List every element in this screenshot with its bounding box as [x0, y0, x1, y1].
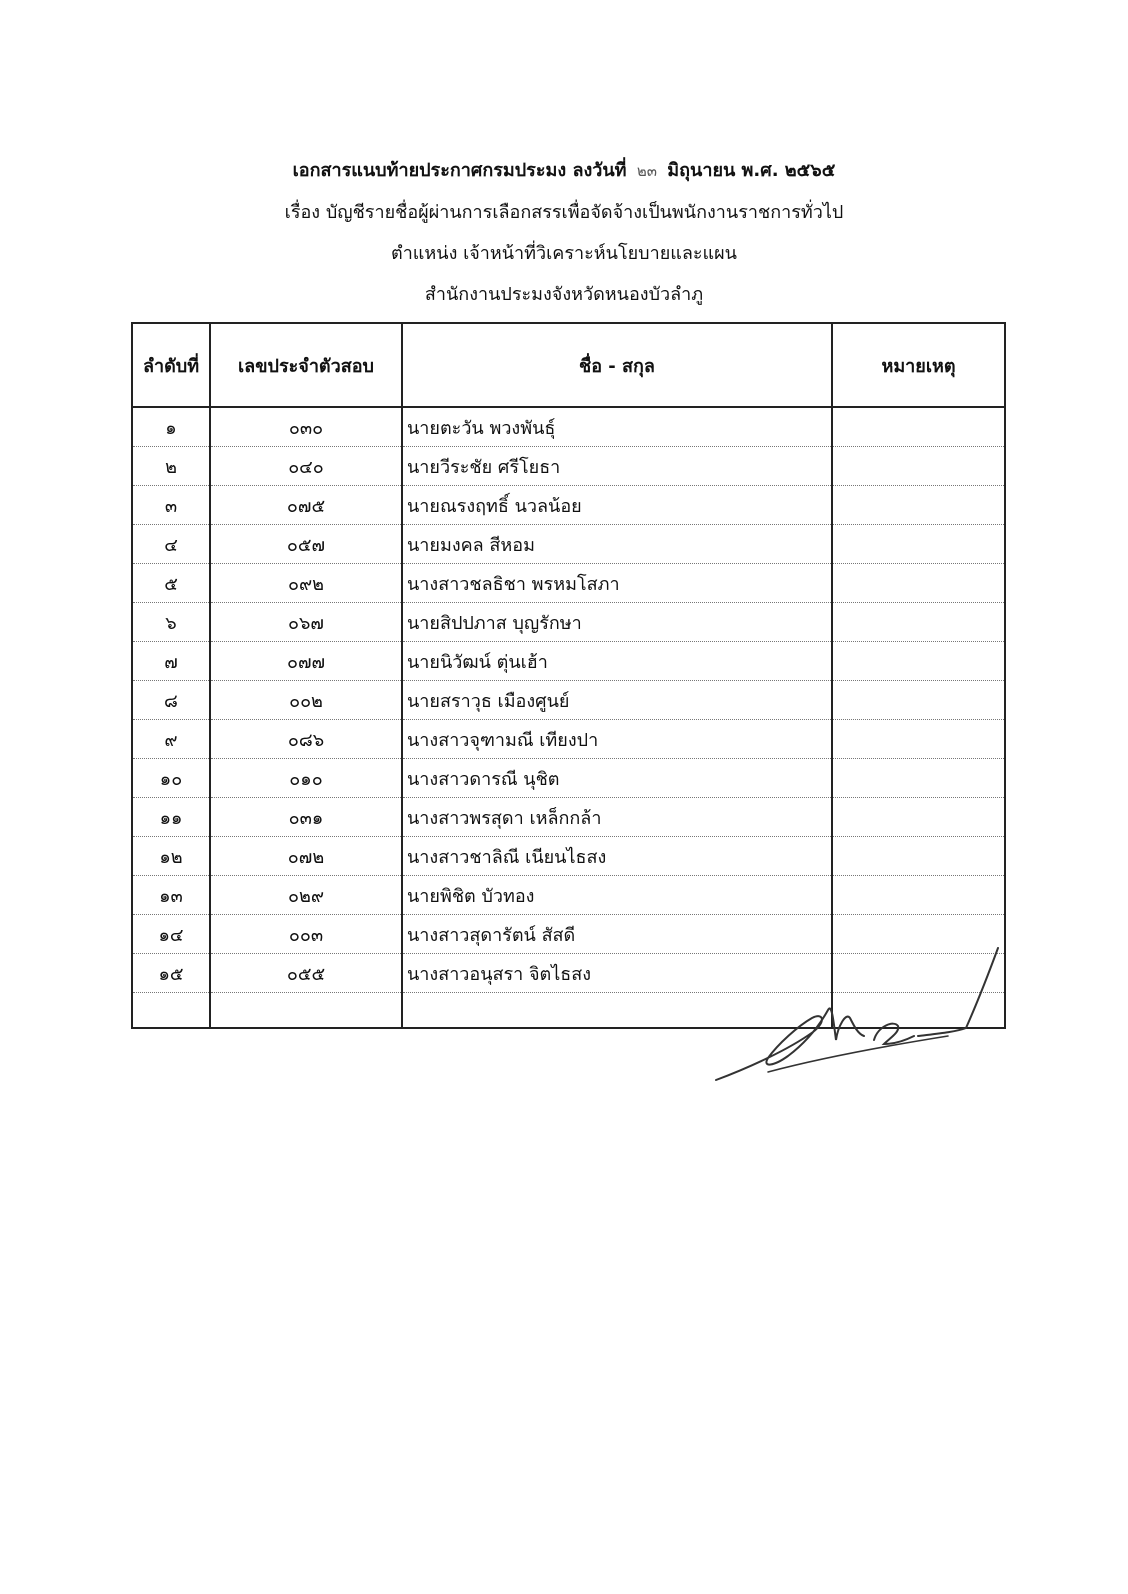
full-name: นายพิชิต บัวทอง: [402, 876, 832, 915]
table-row: [132, 642, 1005, 681]
order-number: ๓: [132, 486, 210, 525]
exam-id: ๐๙๒: [210, 564, 402, 603]
full-name: นางสาวสุดารัตน์ สัสดี: [402, 915, 832, 954]
full-name: นายณรงฤทธิ์ นวลน้อย: [402, 486, 832, 525]
order-number: ๑๒: [132, 837, 210, 876]
full-name: นางสาวดารณี นุชิต: [402, 759, 832, 798]
remarks: [832, 642, 1005, 681]
table-row: [132, 759, 1005, 798]
remarks: [832, 407, 1005, 447]
signature-stroke-tail: [918, 948, 998, 1036]
exam-id: ๐๗๗: [210, 642, 402, 681]
full-name: นายวีระชัย ศรีโยธา: [402, 447, 832, 486]
full-name: นางสาวชลธิชา พรหมโสภา: [402, 564, 832, 603]
table-row: [132, 876, 1005, 915]
remarks: [832, 447, 1005, 486]
blank-cell: [210, 993, 402, 1029]
header-remarks: หมายเหตุ: [832, 323, 1005, 407]
header-line-1-suffix: มิถุนายน พ.ศ. ๒๕๖๕: [667, 160, 836, 181]
full-name: นายสราวุธ เมืองศูนย์: [402, 681, 832, 720]
exam-id: ๐๔๐: [210, 447, 402, 486]
exam-id: ๐๐๒: [210, 681, 402, 720]
header-order-number: ลำดับที่: [132, 323, 210, 407]
table-row: [132, 447, 1005, 486]
table-row: [132, 798, 1005, 837]
exam-id: ๐๘๖: [210, 720, 402, 759]
remarks: [832, 798, 1005, 837]
remarks: [832, 837, 1005, 876]
order-number: ๑๐: [132, 759, 210, 798]
order-number: ๑๕: [132, 954, 210, 993]
order-number: ๖: [132, 603, 210, 642]
order-number: ๗: [132, 642, 210, 681]
order-number: ๑๔: [132, 915, 210, 954]
table-row: [132, 603, 1005, 642]
exam-id: ๐๗๒: [210, 837, 402, 876]
exam-id: ๐๓๐: [210, 407, 402, 447]
full-name: นางสาวจุฑามณี เทียงปา: [402, 720, 832, 759]
signature-stroke-main: [716, 1008, 864, 1080]
exam-id: ๐๖๗: [210, 603, 402, 642]
signature-stroke-second: [874, 1024, 914, 1044]
header-line-1-prefix: เอกสารแนบท้ายประกาศกรมประมง ลงวันที่: [292, 160, 627, 181]
remarks: [832, 525, 1005, 564]
full-name: นายสิปปภาส บุญรักษา: [402, 603, 832, 642]
order-number: ๙: [132, 720, 210, 759]
remarks: [832, 603, 1005, 642]
full-name: นางสาวชาลิณี เนียนไธสง: [402, 837, 832, 876]
exam-id: ๐๐๓: [210, 915, 402, 954]
header-exam-id: เลขประจำตัวสอบ: [210, 323, 402, 407]
exam-id: ๐๕๗: [210, 525, 402, 564]
full-name: นางสาวพรสุดา เหล็กกล้า: [402, 798, 832, 837]
exam-id: ๐๗๕: [210, 486, 402, 525]
full-name: นายตะวัน พวงพันธุ์: [402, 407, 832, 447]
candidate-table: [131, 322, 1006, 1029]
order-number: ๑: [132, 407, 210, 447]
remarks: [832, 759, 1005, 798]
remarks: [832, 564, 1005, 603]
header-line-4: สำนักงานประมงจังหวัดหนองบัวลำภู: [424, 284, 704, 305]
blank-cell: [132, 993, 210, 1029]
exam-id: ๐๓๑: [210, 798, 402, 837]
order-number: ๕: [132, 564, 210, 603]
table-row: [132, 720, 1005, 759]
remarks: [832, 720, 1005, 759]
exam-id: ๐๒๙: [210, 876, 402, 915]
order-number: ๔: [132, 525, 210, 564]
table-row: [132, 564, 1005, 603]
order-number: ๑๓: [132, 876, 210, 915]
table-row: [132, 525, 1005, 564]
header-line-1: [0, 150, 1128, 192]
handwritten-signature: [708, 940, 1008, 1090]
header-full-name: ชื่อ - สกุล: [402, 323, 832, 407]
table-row: [132, 486, 1005, 525]
header-line-2: เรื่อง บัญชีรายชื่อผู้ผ่านการเลือกสรรเพื่อจัดจ้างเป็นพนักงานราชการทั่วไป: [284, 202, 844, 223]
order-number: ๑๑: [132, 798, 210, 837]
table-row: [132, 407, 1005, 447]
order-number: ๘: [132, 681, 210, 720]
remarks: [832, 486, 1005, 525]
table-header-row: [132, 323, 1005, 407]
handwritten-day: ๒๓: [636, 162, 657, 180]
full-name: นายมงคล สีหอม: [402, 525, 832, 564]
header-line-3: ตำแหน่ง เจ้าหน้าที่วิเคราะห์นโยบายและแผน: [391, 243, 737, 264]
order-number: ๒: [132, 447, 210, 486]
table-row: [132, 837, 1005, 876]
remarks: [832, 876, 1005, 915]
exam-id: ๐๕๕: [210, 954, 402, 993]
remarks: [832, 681, 1005, 720]
table-row: [132, 681, 1005, 720]
signature-underline: [768, 1036, 948, 1072]
full-name: นางสาวอนุสรา จิตไธสง: [402, 954, 832, 993]
full-name: นายนิวัฒน์ ตุ่นเฮ้า: [402, 642, 832, 681]
document-header: [0, 150, 1128, 315]
exam-id: ๐๑๐: [210, 759, 402, 798]
